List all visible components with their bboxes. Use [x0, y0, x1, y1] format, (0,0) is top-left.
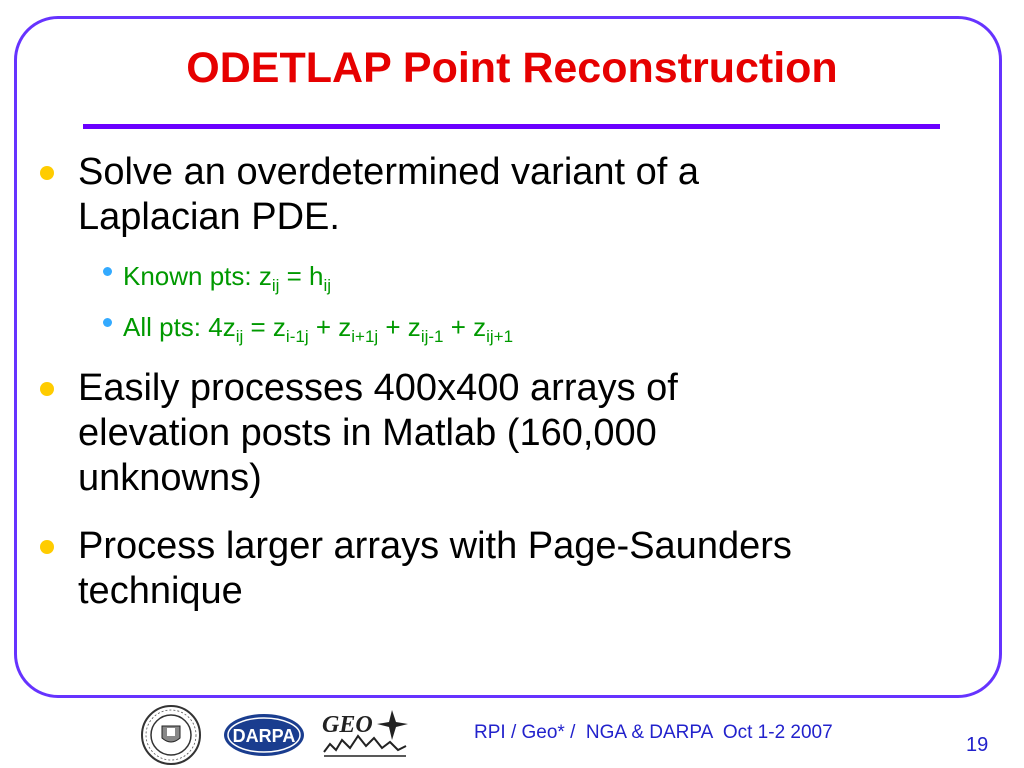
bullet-2-line-1: Easily processes 400x400 arrays of [78, 367, 678, 409]
page-number: 19 [966, 734, 989, 756]
sub-bullet-dot [103, 318, 112, 327]
svg-text:DARPA: DARPA [232, 726, 296, 746]
bullet-3-line-2: technique [78, 570, 243, 612]
slide-title: ODETLAP Point Reconstruction [186, 44, 838, 92]
svg-text:GEO: GEO [322, 712, 373, 738]
bullet-3-line-1: Process larger arrays with Page-Saunders [78, 525, 792, 567]
bullet-2-line-3: unknowns) [78, 457, 262, 499]
bullet-2-line-2: elevation posts in Matlab (160,000 [78, 412, 657, 454]
bullet-dot [40, 166, 54, 180]
rpi-seal-logo [140, 704, 202, 766]
bullet-3 [78, 524, 792, 614]
bullet-2 [78, 366, 678, 501]
geo-logo [320, 706, 412, 760]
darpa-logo [222, 712, 306, 758]
sub-bullet-dot [103, 267, 112, 276]
bullet-dot [40, 540, 54, 554]
bullet-1 [78, 150, 699, 240]
bullet-1-line-1: Solve an overdetermined variant of a [78, 151, 700, 193]
sub-bullet-known: Known pts: $z_{ij} = h_{ij}$ [123, 260, 331, 292]
title-underline [83, 124, 940, 129]
sub-bullet-all: All pts: $4z_{ij} = z_{i-1j} + z_{i+1j} + z_{ij-1} + z_{ij+1}$ [123, 311, 513, 343]
bullet-1-line-2: Laplacian PDE. [78, 196, 340, 238]
bullet-dot [40, 382, 54, 396]
footer-text: RPI / Geo* / NGA & DARPA Oct 1-2 2007 [474, 722, 833, 743]
